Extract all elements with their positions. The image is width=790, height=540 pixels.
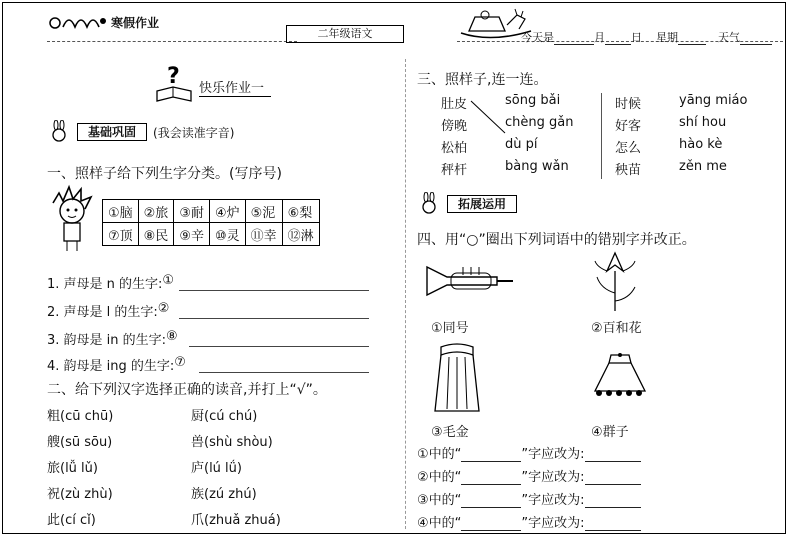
q1-item-label: 4. 韵母是 ing 的生字: (47, 359, 175, 374)
answer-line[interactable] (199, 372, 369, 373)
weather-label: 天气 (718, 31, 740, 44)
char-grid (102, 199, 320, 246)
char-grid-row-1 (103, 200, 320, 223)
bunny-mascot-icon (417, 192, 441, 216)
section-icon (155, 63, 195, 103)
q1-item-label: 2. 声母是 l 的生字: (47, 305, 158, 320)
q1-item-label: 3. 韵母是 in 的生字: (47, 333, 167, 348)
pinyin-choice[interactable]: 厨(cú chú) (191, 409, 258, 424)
pinyin-item[interactable]: zěn me (679, 159, 727, 174)
q2-title: 二、给下列汉字选择正确的读音,并打上“√”。 (47, 382, 327, 398)
pinyin-choice[interactable]: 祝(zù zhù) (47, 487, 113, 502)
q1-item (47, 273, 174, 292)
q3-col2-chars (615, 93, 665, 181)
q3-divider (601, 93, 602, 179)
month-label: 月 (594, 31, 605, 44)
skirt-icon (589, 351, 651, 399)
brand-logo (47, 11, 197, 33)
pinyin-choice[interactable]: 爪(zhuǎ zhuá) (191, 513, 281, 528)
char-cell: ③耐 (174, 200, 210, 223)
lily-flower-icon (591, 249, 641, 313)
wrong-char-blank[interactable] (461, 530, 521, 531)
q1-item-example: ② (157, 301, 170, 316)
question-book-icon (155, 63, 195, 103)
word-item[interactable]: 怎么 (615, 141, 642, 156)
wrong-char-blank[interactable] (461, 461, 521, 462)
correct-char-blank[interactable] (585, 507, 641, 508)
month-blank[interactable] (554, 44, 594, 45)
q1-item-example: ① (162, 273, 175, 288)
pinyin-item[interactable]: shí hou (679, 115, 727, 130)
banner-basic-label: 基础巩固 (77, 123, 147, 141)
banner-extend (417, 195, 517, 213)
q1-item-example: ⑧ (166, 329, 178, 344)
correction-row (417, 489, 641, 508)
pinyin-choice[interactable]: 粗(cū chū) (47, 409, 114, 424)
q3-col2-pinyin (679, 93, 779, 181)
bunny-mascot-icon (47, 120, 71, 144)
pinyin-item[interactable]: chèng gǎn (505, 115, 574, 130)
q2-right-column (191, 405, 371, 534)
word-item[interactable]: 秤杆 (441, 163, 468, 178)
word-item[interactable]: 好客 (615, 119, 642, 134)
trumpet-icon (421, 257, 521, 307)
correction-mid: ”字应改为: (521, 516, 585, 531)
cartoon-boy-icon (47, 183, 97, 253)
worksheet-page (2, 2, 786, 534)
towel-icon (431, 341, 483, 415)
correct-char-blank[interactable] (585, 530, 641, 531)
column-divider (405, 59, 406, 529)
correction-prefix: ④中的“ (417, 516, 462, 531)
banner-extend-label: 拓展运用 (447, 195, 517, 213)
section-title-underline (199, 96, 271, 97)
date-line (521, 29, 772, 45)
day-blank[interactable] (605, 44, 631, 45)
char-cell: ①脑 (103, 200, 139, 223)
pinyin-item[interactable]: bàng wǎn (505, 159, 569, 174)
char-cell: ⑨辛 (174, 223, 210, 246)
subject-box: 二年级语文 (286, 25, 404, 43)
pinyin-choice[interactable]: 旅(lǚ lǔ) (47, 461, 98, 476)
word-item[interactable]: 时候 (615, 97, 642, 112)
q3-title: 三、照样子,连一连。 (417, 72, 548, 88)
section-title: 快乐作业一 (199, 81, 265, 96)
char-cell: ⑦顶 (103, 223, 139, 246)
wrong-char-blank[interactable] (461, 507, 521, 508)
correction-row (417, 443, 641, 462)
pinyin-item[interactable]: yāng miáo (679, 93, 748, 108)
banner-basic (47, 123, 234, 141)
word-item[interactable]: 松柏 (441, 141, 468, 156)
q1-item-example: ⑦ (174, 355, 186, 370)
q1-title: 一、照样子给下列生字分类。(写序号) (47, 166, 282, 182)
pinyin-choice[interactable]: 庐(lú lǘ) (191, 461, 242, 476)
banner-basic-sub: (我会读准字音) (153, 125, 235, 140)
header-divider-left (47, 41, 297, 42)
char-cell: ⑩灵 (209, 223, 245, 246)
q1-item-label: 1. 声母是 n 的生字: (47, 277, 163, 292)
picture-label: ③毛金 (431, 425, 469, 440)
correction-prefix: ①中的“ (417, 447, 462, 462)
q1-item (47, 355, 186, 374)
char-grid-row-2 (103, 223, 320, 246)
char-cell: ⑥梨 (282, 200, 319, 223)
char-cell: ⑧民 (138, 223, 174, 246)
weekday-blank[interactable] (678, 44, 706, 45)
svg-text:?: ? (167, 64, 180, 89)
correction-mid: ”字应改为: (521, 470, 585, 485)
example-connector-line (469, 97, 509, 137)
correct-char-blank[interactable] (585, 461, 641, 462)
picture-label: ①同号 (431, 321, 469, 336)
q1-item (47, 301, 169, 320)
answer-line[interactable] (179, 318, 369, 319)
correct-char-blank[interactable] (585, 484, 641, 485)
pinyin-item[interactable]: dù pí (505, 137, 538, 152)
q1-item (47, 329, 178, 348)
wrong-char-blank[interactable] (461, 484, 521, 485)
correction-row (417, 512, 641, 531)
word-item[interactable]: 秧苗 (615, 163, 642, 178)
correction-mid: ”字应改为: (521, 493, 585, 508)
weather-blank[interactable] (740, 44, 772, 45)
brand-title: 寒假作业 (111, 16, 160, 30)
pinyin-choice[interactable]: 此(cí cǐ) (47, 513, 96, 528)
picture-label: ④群子 (591, 425, 629, 440)
correction-row (417, 466, 641, 485)
char-cell: ⑤泥 (245, 200, 282, 223)
picture-label: ②百和花 (591, 321, 642, 336)
q4-title: 四、用“○”圈出下列词语中的错别字并改正。 (417, 232, 696, 248)
pinyin-item[interactable]: sōng bǎi (505, 93, 561, 108)
pinyin-choice[interactable]: 兽(shù shòu) (191, 435, 273, 450)
kids-logo-icon (47, 11, 107, 33)
char-cell: ②旅 (138, 200, 174, 223)
pinyin-item[interactable]: hào kè (679, 137, 723, 152)
day-label: 日 (631, 31, 642, 44)
weekday-label: 星期 (656, 31, 678, 44)
char-cell: ④炉 (209, 200, 245, 223)
pinyin-choice[interactable]: 族(zú zhú) (191, 487, 257, 502)
q3-col1-pinyin (505, 93, 605, 181)
char-cell: ⑪幸 (245, 223, 282, 246)
word-item[interactable]: 肚皮 (441, 97, 468, 112)
boy-illustration (47, 183, 97, 253)
correction-prefix: ③中的“ (417, 493, 462, 508)
answer-line[interactable] (179, 290, 369, 291)
answer-line[interactable] (189, 346, 369, 347)
correction-mid: ”字应改为: (521, 447, 585, 462)
today-label: 今天是 (521, 31, 554, 44)
correction-prefix: ②中的“ (417, 470, 462, 485)
q2-left-column (47, 405, 187, 534)
char-cell: ⑫淋 (282, 223, 319, 246)
word-item[interactable]: 傍晚 (441, 119, 468, 134)
pinyin-choice[interactable]: 艘(sū sōu) (47, 435, 113, 450)
